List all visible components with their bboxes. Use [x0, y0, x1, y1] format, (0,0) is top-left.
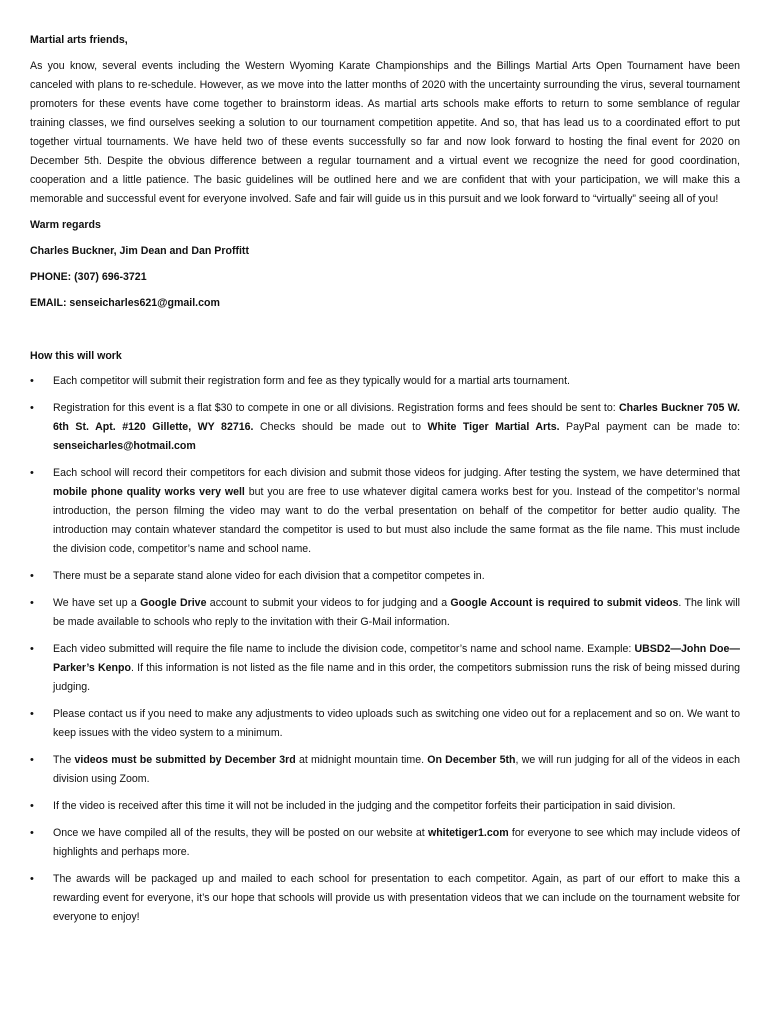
payee: White Tiger Martial Arts.	[427, 421, 560, 433]
signers: Charles Buckner, Jim Dean and Dan Proffitt	[30, 245, 249, 257]
bullet-icon	[30, 705, 36, 724]
salutation: Martial arts friends,	[30, 34, 128, 46]
mailing-address: Charles Buckner 705 W. 6th St. Apt. #120 Gillette, WY 82716.	[53, 402, 740, 433]
intro-paragraph: As you know, several events including the Western Wyoming Karate Championships and the Billings Martial Arts Open Tournament have been canceled with plans to re-schedule. However, as we move into the latter months of 2020 with the uncertainty surrounding the virus, several tournament promoters for these events have come together to brainstorm ideas. As martial arts schools make efforts to return to some semblance of regular training classes, we find ourselves seeking a solution to our tournament competition appetite. And so, that has lead us to a coordinated effort to put together virtual tournaments. We have held two of these events successfully so far and now look forward to hosting the final event for 2020 on December 5th. Despite the obvious difference between a regular tournament and a virtual event we recognize the need for good coordination, cooperation and a little patience. The basic guidelines will be outlined here and we are confident that with your participation, we will make this a memorable and successful event for everyone involved. Safe and fair will guide us in this pursuit and we look forward to “virtually” seeing all of you!	[30, 60, 740, 205]
bullet-icon	[30, 399, 36, 418]
bullet-icon	[30, 870, 36, 889]
email: EMAIL: senseicharles621@gmail.com	[30, 297, 220, 309]
document-page	[30, 31, 740, 935]
list-item: • If the video is received after this time it will not be included in the judging and the competitor forfeits their participation in said division.	[30, 797, 740, 816]
bullet-icon	[30, 372, 36, 391]
list-item: • Please contact us if you need to make any adjustments to video uploads such as switching one video out for a replacement and so on. We want to keep issues with the video system to a minimum.	[30, 705, 740, 743]
list-item: • We have set up a Google Drive account to submit your videos to for judging and a Google Account is required to submit videos. The link will be made available to schools who reply to the invitation with their G-Mail information.	[30, 594, 740, 632]
list-item: • There must be a separate stand alone video for each division that a competitor competes in.	[30, 567, 740, 586]
list-item: • Each school will record their competitors for each division and submit those videos for judging. After testing the system, we have determined that mobile phone quality works very well but you are free to use whatever digital camera works best for you. Instead of the competitor’s normal introduction, the person filming the video may want to do the verbal presentation on behalf of the competitor for better audio quality. The introduction may contain whatever standard the competitor is used to but must also include the same format as the file name. This must include the division code, competitor’s name and school name.	[30, 464, 740, 559]
bullet-icon	[30, 751, 36, 770]
bullet-icon	[30, 797, 36, 816]
list-item: • The awards will be packaged up and mailed to each school for presentation to each competitor. Again, as part of our effort to make this a rewarding event for everyone, it’s our hope that schools will provide us with presentation videos that we can include on the tournament website for everyone to enjoy!	[30, 870, 740, 927]
website: whitetiger1.com	[427, 827, 509, 839]
guidelines-list	[30, 372, 740, 927]
list-item: • The videos must be submitted by December 3rd at midnight mountain time. On December 5th, we will run judging for all of the videos in each division using Zoom.	[30, 751, 740, 789]
list-item: • Once we have compiled all of the results, they will be posted on our website at whitetiger1.com for everyone to see which may include videos of highlights and perhaps more.	[30, 824, 740, 862]
bullet-icon	[30, 640, 36, 659]
submission-deadline: videos must be submitted by December 3rd	[74, 754, 296, 766]
list-item: • Registration for this event is a flat $30 to compete in one or all divisions. Registration forms and fees should be sent to: Charles Buckner 705 W. 6th St. Apt. #120 Gillette, WY 82716. Checks should be made out to White Tiger Martial Arts. PayPal payment can be made to: senseicharles@hotmail.com	[30, 399, 740, 456]
list-item: • Each competitor will submit their registration form and fee as they typically would for a martial arts tournament.	[30, 372, 740, 391]
bullet-icon	[30, 594, 36, 613]
paypal-email: senseicharles@hotmail.com	[53, 440, 196, 452]
judging-date: On December 5th	[427, 754, 516, 766]
list-item: • Each video submitted will require the file name to include the division code, competitor’s name and school name. Example: UBSD2—John Doe—Parker’s Kenpo. If this information is not listed as the file name and in this order, the competitors submission runs the risk of being missed during judging.	[30, 640, 740, 697]
bullet-icon	[30, 567, 36, 586]
phone: PHONE: (307) 696-3721	[30, 271, 147, 283]
file-name-example: UBSD2—John Doe—Parker’s Kenpo	[53, 643, 740, 674]
bullet-icon	[30, 824, 36, 843]
section-title: How this will work	[30, 350, 122, 362]
bullet-icon	[30, 464, 36, 483]
closing: Warm regards	[30, 219, 101, 231]
